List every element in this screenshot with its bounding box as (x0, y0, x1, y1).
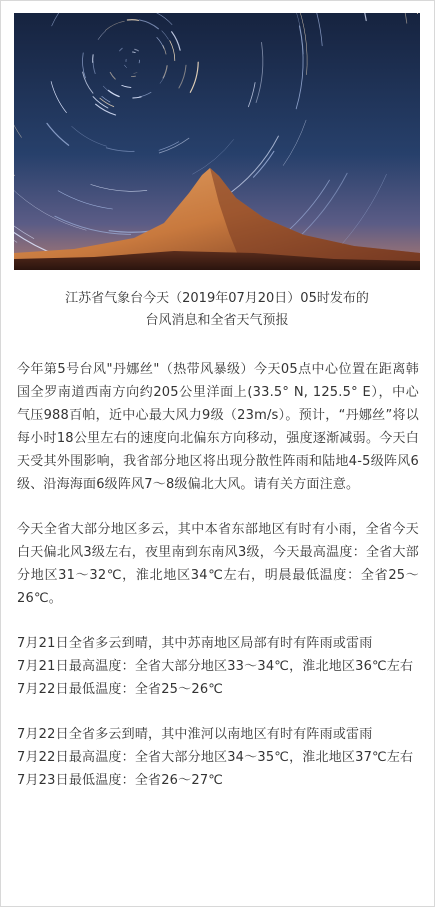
typhoon-paragraph: 今年第5号台风"丹娜丝"（热带风暴级）今天05点中心位置在距离韩国全罗南道西南方向约205公里洋面上(33.5° N, 125.5° E），中心气压988百帕，近中心最大风力9级（23m/s）。预计，“丹娜丝”将以每小时18公里左右的速度向北偏东方向移动，强度逐渐减弱。今天白天受其外围影响，我省部分地区将出现分散性阵雨和陆地4-5级阵风6级、沿海海面6级阵风7～8级偏北大风。请有关方面注意。 (17, 362, 419, 492)
forecast-block (17, 723, 419, 792)
forecast-summary: 7月21日全省多云到晴，其中苏南地区局部有时有阵雨或雷雨 (17, 636, 373, 651)
forecast-block (17, 632, 419, 701)
article-body (17, 358, 419, 814)
forecast-high: 7月21日最高温度：全省大部分地区33～34℃，淮北地区36℃左右 (17, 659, 414, 674)
caption-line-1: 江苏省气象台今天（2019年07月20日）05时发布的 (65, 291, 369, 306)
caption-line-2: 台风消息和全省天气预报 (145, 313, 289, 328)
forecast-high: 7月22日最高温度：全省大部分地区34～35℃，淮北地区37℃左右 (17, 750, 414, 765)
star-trail-photo (14, 13, 420, 270)
image-caption (14, 288, 420, 332)
forecast-low: 7月22日最低温度：全省25～26℃ (17, 682, 224, 697)
hero-image (14, 13, 420, 270)
forecast-low: 7月23日最低温度：全省26～27℃ (17, 773, 224, 788)
star-trail (127, 20, 138, 21)
today-weather-paragraph: 今天全省大部分地区多云，其中本省东部地区有时有小雨，全省今天白天偏北风3级左右，夜里南到东南风3级，今天最高温度：全省大部分地区31～32℃，淮北地区34℃左右，明晨最低温度：全省25～26℃。 (17, 522, 419, 606)
forecast-summary: 7月22日全省多云到晴，其中淮河以南地区有时有阵雨或雷雨 (17, 727, 373, 742)
